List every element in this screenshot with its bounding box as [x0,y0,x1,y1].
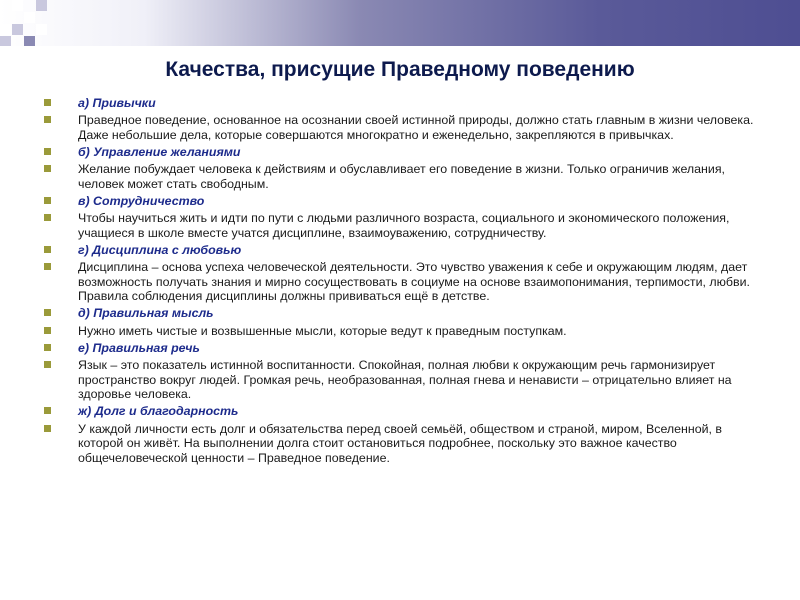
square-bullet-icon [44,116,51,123]
paragraph-text: У каждой личности есть долг и обязательства перед своей семьёй, обществом и страной, миром, Вселенной, в которой он живёт. На выполнении долга стоит остановиться подробнее, поскольку это важное качество общечеловеческой ценности – Праведное поведение. [78,421,723,465]
section-heading [40,145,770,160]
slide-title: Качества, присущие Праведному поведению [165,58,635,81]
square-bullet-icon [44,263,51,270]
square-bullet-icon [44,246,51,253]
section-heading [40,243,770,258]
decorative-tile [0,24,11,35]
section-heading [40,194,770,209]
decorative-tile [0,36,11,46]
heading-text: в) Сотрудничество [78,193,205,208]
decorative-tile [24,36,35,46]
paragraph [40,358,770,402]
decorative-tile [36,0,47,11]
square-bullet-icon [44,165,51,172]
decorative-tile [12,0,23,11]
decorative-tile [24,12,35,23]
paragraph-text: Дисциплина – основа успеха человеческой деятельности. Это чувство уважения к себе и окружающим людям, дает возможность получать знания и мирно сосуществовать в социуме на основе взаимопонимания, терпимости, любви. Правила соблюдения дисциплины должны прививаться ещё в детстве. [78,260,750,304]
decorative-tile [12,24,23,35]
square-bullet-icon [44,197,51,204]
paragraph-text: Чтобы научиться жить и идти по пути с людьми различного возраста, социального и экономического положения, учащиеся в школе вместе учатся дисциплине, взаимоуважению, сотрудничеству. [78,211,730,240]
heading-text: г) Дисциплина с любовью [78,242,242,257]
paragraph [40,324,770,339]
heading-text: д) Правильная мысль [78,306,214,321]
square-bullet-icon [44,148,51,155]
content-list [40,96,770,468]
decorative-header-band [0,0,800,46]
square-bullet-icon [44,407,51,414]
square-bullet-icon [44,344,51,351]
paragraph [40,113,770,142]
section-heading [40,341,770,356]
square-bullet-icon [44,361,51,368]
paragraph [40,260,770,304]
paragraph [40,162,770,191]
paragraph [40,422,770,466]
square-bullet-icon [44,99,51,106]
heading-text: е) Правильная речь [78,340,200,355]
decorative-tile [36,24,47,35]
paragraph-text: Нужно иметь чистые и возвышенные мысли, которые ведут к праведным поступкам. [78,323,567,338]
paragraph [40,211,770,240]
paragraph-text: Язык – это показатель истинной воспитанности. Спокойная, полная любви к окружающим речь гармонизирует пространство вокруг людей. Громкая речь, необразованная, полная гнева и ненависти – отрицательно влияет на здоровье человека. [78,358,732,402]
square-bullet-icon [44,309,51,316]
section-heading [40,404,770,419]
section-heading [40,96,770,111]
paragraph-text: Желание побуждает человека к действиям и обуславливает его поведение в жизни. Только ограничив желания, человек может стать свободным. [78,162,725,191]
heading-text: ж) Долг и благодарность [78,404,239,419]
square-bullet-icon [44,214,51,221]
heading-text: б) Управление желаниями [78,144,241,159]
square-bullet-icon [44,327,51,334]
square-bullet-icon [44,425,51,432]
paragraph-text: Праведное поведение, основанное на осознании своей истинной природы, должно стать главным в жизни человека. Даже небольшие дела, которые совершаются многократно и еженедельно, закрепляются в привычках. [78,113,754,142]
section-heading [40,306,770,321]
heading-text: а) Привычки [78,96,156,110]
